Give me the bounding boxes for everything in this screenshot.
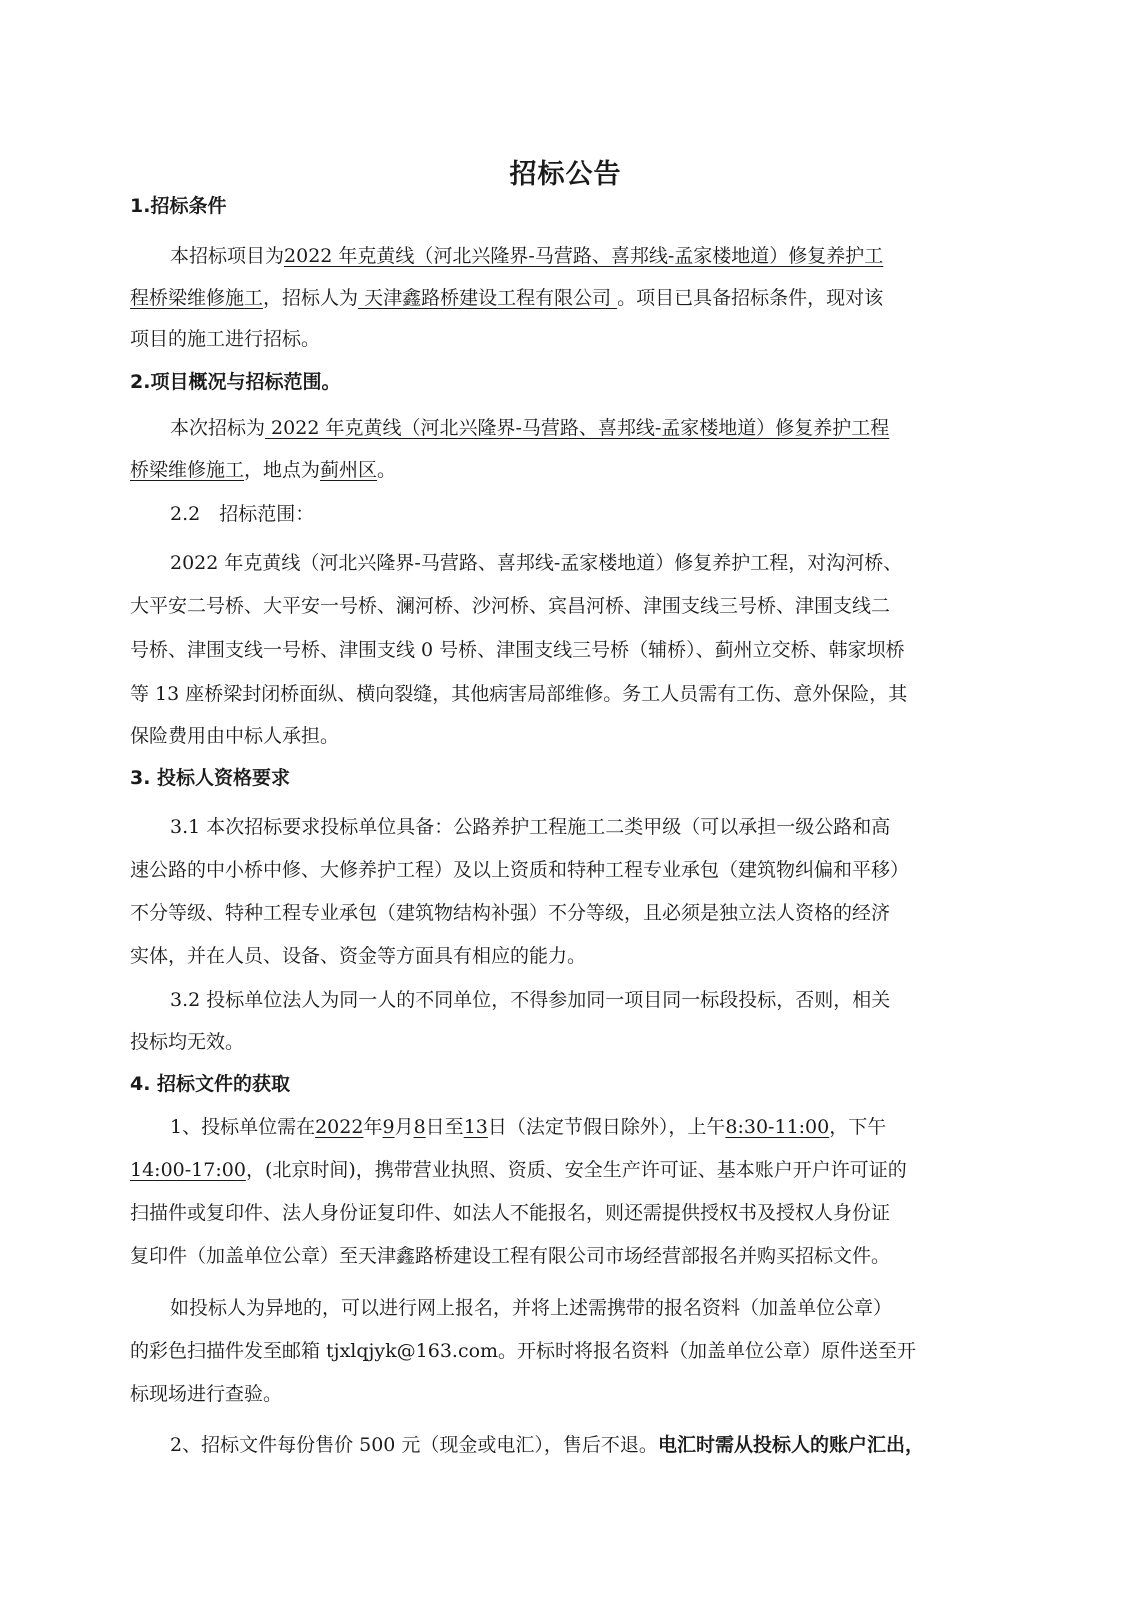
requirement-3-1-line-2: 速公路的中小桥中修、大修养护工程）及以上资质和特种工程专业承包（建筑物纠偏和平移） — [130, 859, 910, 881]
online-registration-line-2: 的彩色扫描件发至邮箱 tjxlqjyk@163.com。开标时将报名资料（加盖单位公章）原件送至开 — [130, 1340, 917, 1362]
project-name-underlined-cont: 桥梁维修施工 — [130, 459, 245, 481]
section-1-line-2 — [130, 286, 883, 310]
morning-hours-underlined: 8:30-11:00 — [725, 1116, 830, 1138]
section-2-line-2 — [130, 458, 396, 482]
start-day-underlined: 8 — [413, 1116, 426, 1138]
afternoon-hours-underlined: 14:00-17:00 — [130, 1159, 246, 1181]
acquisition-line-4: 复印件（加盖单位公章）至天津鑫路桥建设工程有限公司市场经营部报名并购买招标文件。 — [130, 1245, 891, 1267]
acquisition-line-1 — [170, 1115, 886, 1139]
requirement-3-2-line-2: 投标均无效。 — [130, 1031, 245, 1053]
section-3-heading: 3. 投标人资格要求 — [130, 767, 291, 789]
text: 。项目已具备招标条件，现对该 — [617, 287, 884, 309]
text: ，下午 — [829, 1116, 887, 1138]
project-name-underlined-cont: 程桥梁维修施工 — [130, 287, 264, 309]
requirement-3-1-line-3: 不分等级、特种工程专业承包（建筑物结构补强）不分等级，且必须是独立法人资格的经济 — [130, 902, 891, 924]
section-2-heading: 2.项目概况与招标范围。 — [130, 371, 341, 393]
project-name-underlined: 2022 年克黄线（河北兴隆界-马营路、喜邦线-孟家楼地道）修复养护工 — [284, 245, 884, 267]
section-4-heading: 4. 招标文件的获取 — [130, 1073, 291, 1095]
text: 本次招标为 — [170, 417, 266, 439]
text: 日（法定节假日除外），上午 — [487, 1116, 726, 1138]
online-registration-line-1: 如投标人为异地的，可以进行网上报名，并将上述需携带的报名资料（加盖单位公章） — [170, 1297, 893, 1319]
subsection-2-2-heading: 2.2 招标范围： — [170, 503, 315, 525]
section-1-line-3: 项目的施工进行招标。 — [130, 328, 321, 350]
online-registration-line-3: 标现场进行查验。 — [130, 1383, 283, 1405]
text: 年 — [363, 1116, 383, 1138]
section-1-heading: 1.招标条件 — [130, 195, 227, 217]
wire-transfer-note-bold: 电汇时需从投标人的账户汇出， — [657, 1434, 924, 1456]
text: 2、招标文件每份售价 500 元（现金或电汇），售后不退。 — [170, 1434, 658, 1456]
year-underlined: 2022 — [315, 1116, 364, 1138]
text: 本招标项目为 — [170, 245, 285, 267]
text: ，招标人为 — [263, 287, 359, 309]
text: ，(北京时间)，携带营业执照、资质、安全生产许可证、基本账户开户许可证的 — [245, 1159, 907, 1181]
acquisition-line-2 — [130, 1158, 907, 1182]
requirement-3-1-line-4: 实体，并在人员、设备、资金等方面具有相应的能力。 — [130, 945, 587, 967]
requirement-3-2-line-1: 3.2 投标单位法人为同一人的不同单位，不得参加同一项目同一标段投标，否则，相关 — [170, 989, 891, 1011]
text: 。 — [377, 459, 397, 481]
scope-line-3: 号桥、津围支线一号桥、津围支线 0 号桥、津围支线三号桥（辅桥）、蓟州立交桥、韩家坝桥 — [130, 639, 905, 661]
month-underlined: 9 — [382, 1116, 395, 1138]
text: 日至 — [425, 1116, 464, 1138]
text: 月 — [394, 1116, 414, 1138]
acquisition-line-3: 扫描件或复印件、法人身份证复印件、如法人不能报名，则还需提供授权书及授权人身份证 — [130, 1202, 891, 1224]
scope-line-2: 大平安二号桥、大平安一号桥、澜河桥、沙河桥、宾昌河桥、津围支线三号桥、津围支线二 — [130, 595, 891, 617]
section-1-line-1 — [170, 244, 883, 268]
tenderer-name-underlined: 天津鑫路桥建设工程有限公司 — [358, 287, 618, 309]
project-name-underlined: 2022 年克黄线（河北兴隆界-马营路、喜邦线-孟家楼地道）修复养护工程 — [265, 417, 890, 439]
text: ，地点为 — [244, 459, 321, 481]
location-underlined: 蓟州区 — [320, 459, 378, 481]
scope-line-1: 2022 年克黄线（河北兴隆界-马营路、喜邦线-孟家楼地道）修复养护工程，对沟河桥、 — [170, 552, 903, 574]
requirement-3-1-line-1: 3.1 本次招标要求投标单位具备：公路养护工程施工二类甲级（可以承担一级公路和高 — [170, 816, 891, 838]
scope-line-5: 保险费用由中标人承担。 — [130, 725, 340, 747]
scope-line-4: 等 13 座桥梁封闭桥面纵、横向裂缝，其他病害局部维修。务工人员需有工伤、意外保险，其 — [130, 683, 908, 705]
section-2-line-1 — [170, 416, 889, 440]
text: 1、投标单位需在 — [170, 1116, 316, 1138]
page-title: 招标公告 — [509, 159, 622, 190]
price-line — [170, 1433, 924, 1457]
end-day-underlined: 13 — [463, 1116, 488, 1138]
